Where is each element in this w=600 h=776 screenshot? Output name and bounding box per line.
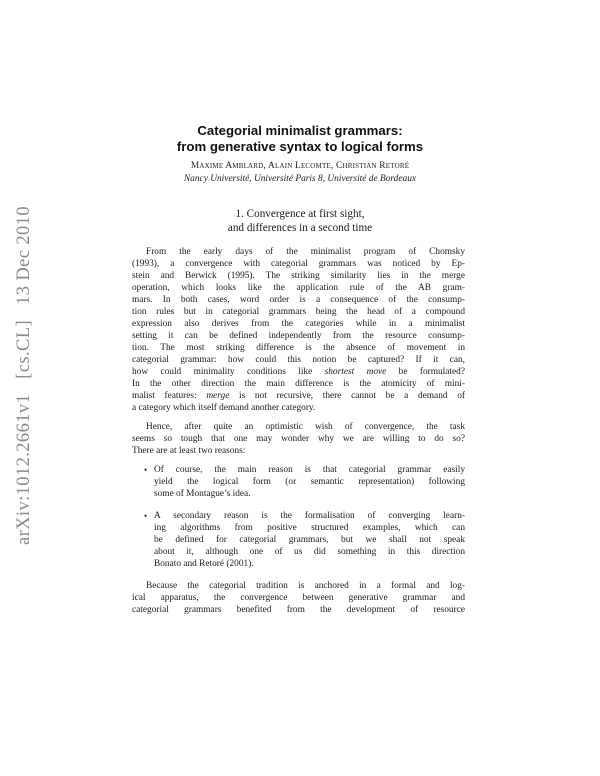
text-line: yield the logical form (or semantic representation) following [154, 477, 465, 487]
text-line: A secondary reason is the formalisation of converging learn- [154, 511, 465, 521]
affiliations: Nancy Université, Université Paris 8, Université de Bordeaux [183, 174, 417, 184]
text-line: ing algorithms from positive structured examples, which can [154, 523, 465, 533]
text-line: stein and Berwick (1995). The striking similarity lies in the merge [132, 271, 465, 281]
text-line: categorial grammars benefited from the development of resource [132, 605, 465, 615]
author-list: Maxime Amblard, Alain Lecomte, Christian Retoré [190, 161, 410, 171]
arxiv-category: [cs.CL] [14, 319, 34, 379]
text-line: ical apparatus, the convergence between generative grammar and [132, 593, 465, 603]
section-subheading: and differences in a second time [227, 222, 373, 234]
bullet-icon: • [144, 511, 148, 521]
text-line: malist features: merge is not recursive, there cannot be a demand of [132, 391, 465, 401]
text-line: about it, although one of us did something in this direction [154, 547, 465, 557]
text-line: mars. In both cases, word order is a consequence of the consump- [132, 295, 465, 305]
section-heading: 1. Convergence at first sight, [235, 208, 365, 220]
text-line: Because the categorial tradition is anchored in a formal and log- [146, 581, 465, 591]
text-line: seems so tough that one may wonder why we are willing to do so? [132, 434, 465, 444]
text-line: There are at least two reasons: [132, 446, 246, 456]
text-line: In the other direction the main difference is the atomicity of mini- [132, 379, 465, 389]
text-line: From the early days of the minimalist program of Chomsky [146, 247, 465, 257]
text-line: expression also derives from the categories while in a minimalist [132, 319, 465, 329]
text-line: Bonato and Retoré (2001). [154, 559, 254, 569]
arxiv-id: arXiv:1012.2661v1 [14, 393, 34, 545]
bullet-icon: • [144, 465, 148, 475]
text-line: be defined for categorial grammars, but we shall not speak [154, 535, 465, 545]
text-line: categorial grammar: how could this notion be captured? If it can, [132, 355, 465, 365]
text-line: how could minimality conditions like shortest move be formulated? [132, 367, 465, 377]
text-line: tion rules but in categorial grammars being the head of a compound [132, 307, 465, 317]
text-line: a category which itself demand another category. [132, 403, 316, 413]
text-line: some of Montague’s idea. [154, 489, 251, 499]
text-line: Hence, after quite an optimistic wish of convergence, the task [146, 422, 465, 432]
text-line: tion. The most striking difference is the absence of movement in [132, 343, 465, 353]
text-line: setting it can be defined independently from the resource consump- [132, 331, 465, 341]
text-line: operation, which looks like the application rule of the AB gram- [132, 283, 465, 293]
text-line: Of course, the main reason is that categorial grammar easily [154, 465, 465, 475]
text-line: (1993), a convergence with categorial grammars was noticed by Ep- [132, 259, 465, 269]
paper-title-line-1: Categorial minimalist grammars: [197, 123, 403, 138]
arxiv-identifier-stamp [14, 196, 35, 545]
arxiv-date: 13 Dec 2010 [14, 206, 34, 305]
paper-title-line-2: from generative syntax to logical forms [176, 139, 424, 154]
